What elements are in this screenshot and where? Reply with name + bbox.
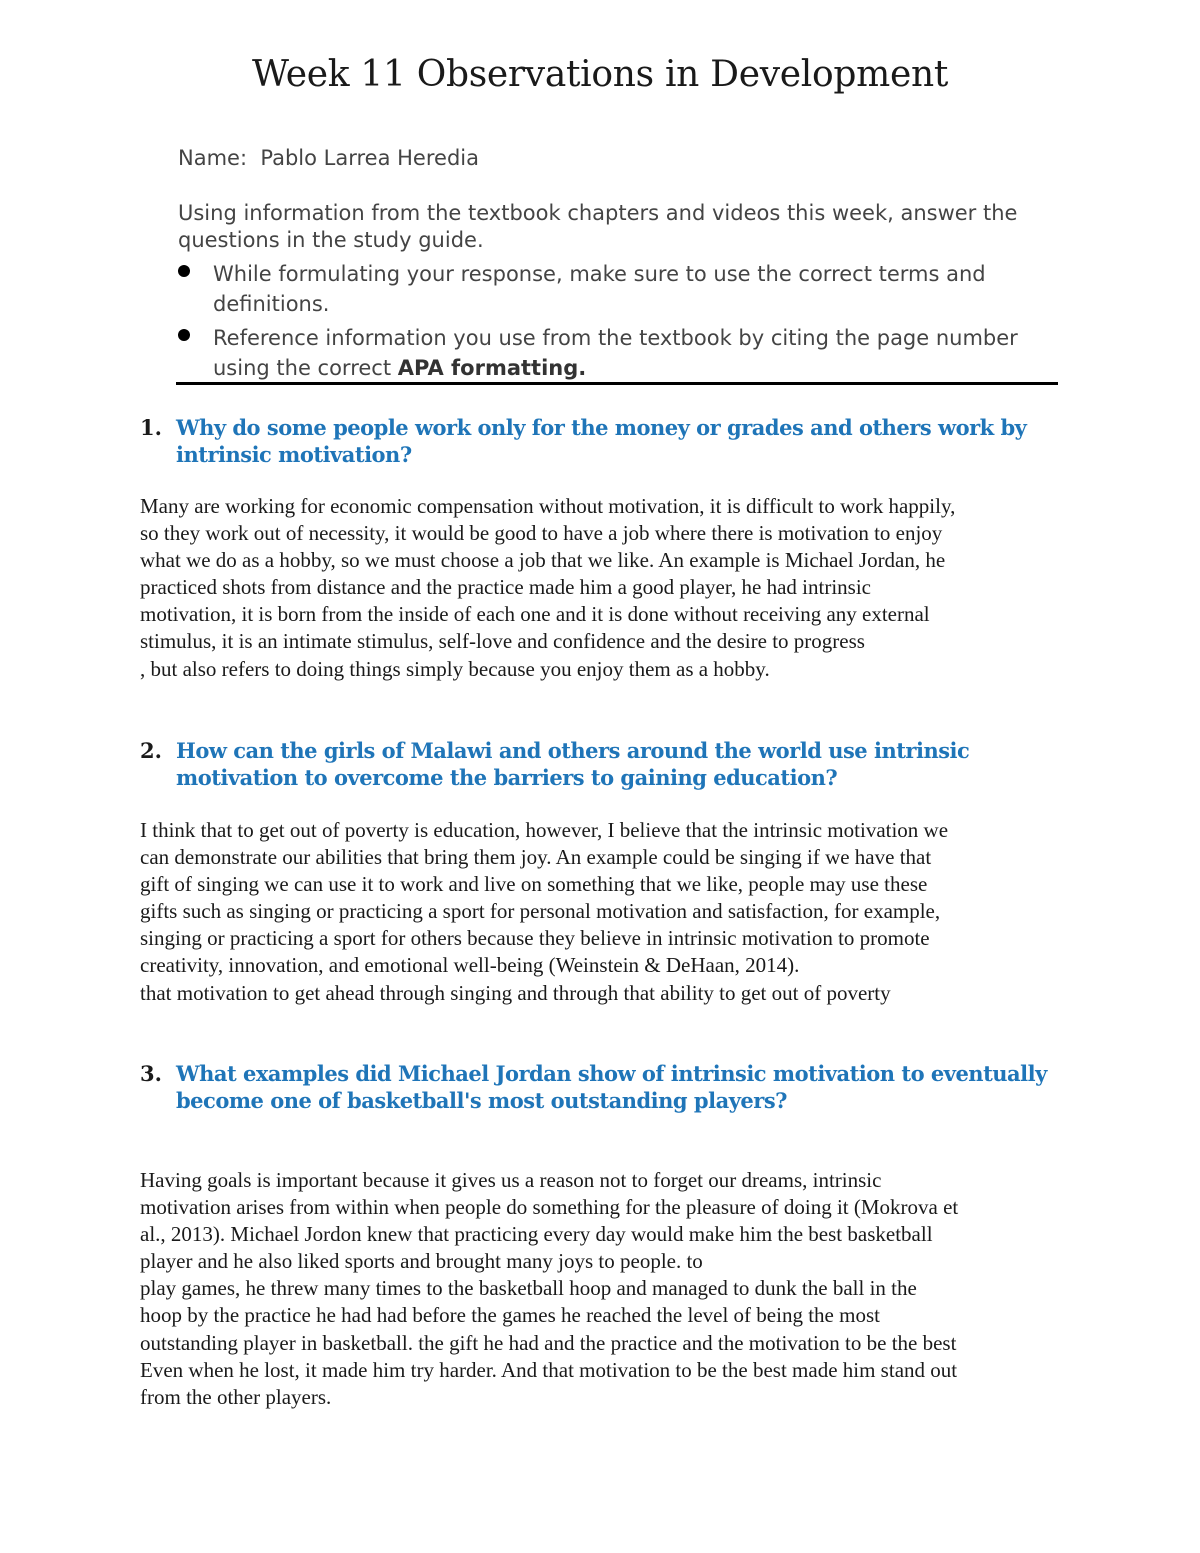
question-text: How can the girls of Malawi and others around the world use intrinsic motivation to overcome the barriers to gaining education? — [176, 738, 970, 790]
bullet-dot-icon — [178, 265, 190, 277]
question-number: 1. — [140, 415, 162, 440]
answer-2: I think that to get out of poverty is education, however, I believe that the intrinsic motivation we can demonstrate our abilities that bring them joy. An example could be singing if we have that gift of singing we can use it to work and live on something that we like, people may use these gifts such as singing or practicing a sport for personal motivation and satisfaction, for example, singing or practicing a sport for others because they believe in intrinsic motivation to promote creativity, innovation, and emotional well-being (Weinstein & DeHaan, 2014). that motivation to get ahead through singing and through that ability to get out of poverty — [140, 818, 949, 1005]
bullet-text: While formulating your response, make sure to use the correct terms and definitions. — [213, 262, 986, 316]
name-label: Name: — [178, 146, 248, 170]
answer-3: Having goals is important because it gives us a reason not to forget our dreams, intrinsic motivation arises from within when people do something for the pleasure of doing it (Mokrova et al., 2013). Michael Jordon knew that practicing every day would make him the best basketball player and he also liked sports and brought many joys to people. to play games, he threw many times to the basketball hoop and managed to dunk the ball in the hoop by the practice he had had before the games he reached the level of being the most outstanding player in basketball. the gift he had and the practice and the motivation to be the best Even when he lost, it made him try harder. And that motivation to be the best made him stand out from the other players. — [140, 1168, 959, 1409]
name-value: Pablo Larrea Heredia — [260, 146, 479, 170]
question-number: 2. — [140, 738, 162, 763]
section-divider — [176, 382, 1058, 385]
bullet-dot-icon — [178, 329, 190, 341]
question-number: 3. — [140, 1061, 162, 1086]
question-text: What examples did Michael Jordan show of intrinsic motivation to eventually become one of basketball's most outstanding players? — [176, 1061, 1047, 1113]
student-name-line — [178, 146, 479, 170]
document-title: Week 11 Observations in Development — [251, 54, 949, 95]
bullet-text-bold: APA formatting. — [397, 356, 587, 380]
instructions-text: Using information from the textbook chapters and videos this week, answer the questions in the study guide. — [178, 201, 1018, 252]
bullet-text-plain: Reference information you use from the textbook by citing the page number using the correct — [213, 326, 1018, 380]
question-text: Why do some people work only for the money or grades and others work by intrinsic motivation? — [176, 415, 1027, 467]
bullet-text — [213, 323, 1043, 383]
answer-1: Many are working for economic compensation without motivation, it is difficult to work happily, so they work out of necessity, it would be good to have a job where there is motivation to enjoy what we do as a hobby, so we must choose a job that we like. An example is Michael Jordan, he practiced shots from distance and the practice made him a good player, he had intrinsic motivation, it is born from the inside of each one and it is done without receiving any external stimulus, it is an intimate stimulus, self-love and confidence and the desire to progress , but also refers to doing things simply because you enjoy them as a hobby. — [140, 494, 956, 681]
